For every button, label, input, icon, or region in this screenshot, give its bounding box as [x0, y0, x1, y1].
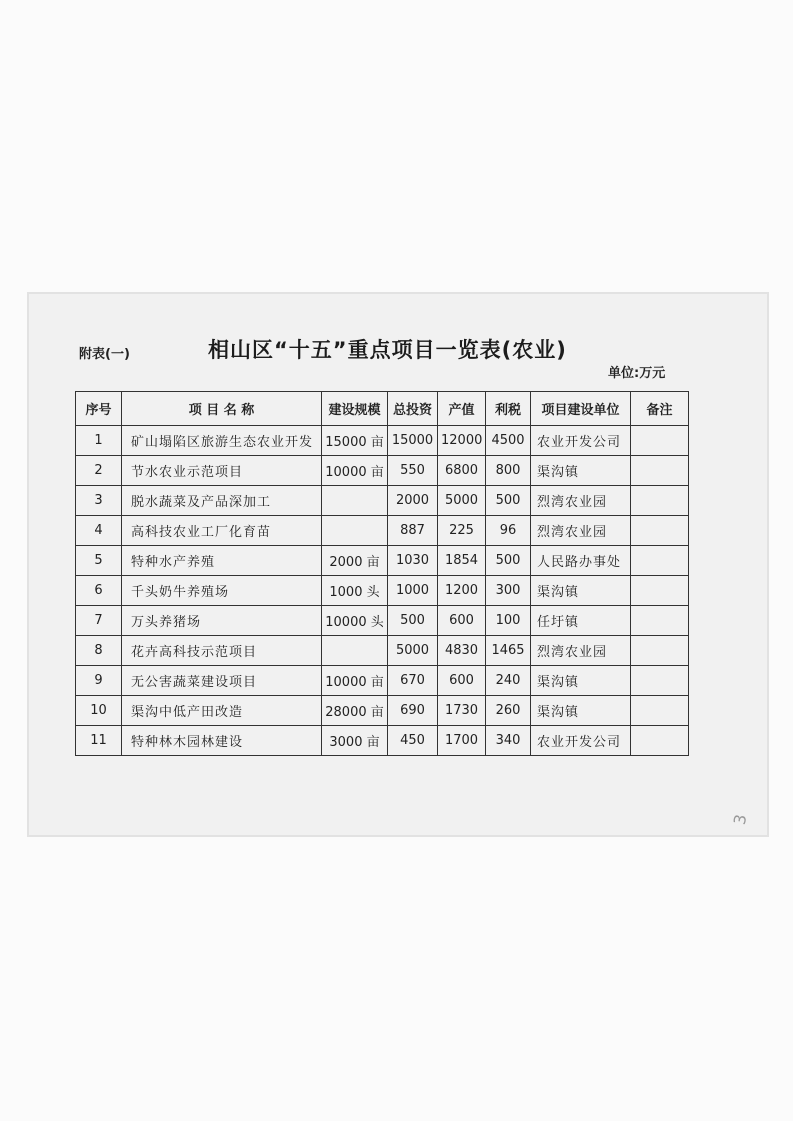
remarks [631, 426, 689, 456]
row-number: 3 [76, 486, 122, 516]
total-investment: 500 [388, 606, 438, 636]
total-investment: 690 [388, 696, 438, 726]
construction-scale: 2000 亩 [322, 546, 388, 576]
table-row [76, 486, 689, 516]
construction-scale: 15000 亩 [322, 426, 388, 456]
remarks [631, 696, 689, 726]
header-cell: 项目建设单位 [531, 392, 631, 426]
header-cell: 备注 [631, 392, 689, 426]
remarks [631, 486, 689, 516]
construction-unit: 渠沟镇 [531, 456, 631, 486]
project-name: 万头养猪场 [122, 606, 322, 636]
construction-scale: 3000 亩 [322, 726, 388, 756]
row-number: 9 [76, 666, 122, 696]
remarks [631, 666, 689, 696]
row-number: 8 [76, 636, 122, 666]
remarks [631, 516, 689, 546]
project-name: 花卉高科技示范项目 [122, 636, 322, 666]
row-number: 1 [76, 426, 122, 456]
profit-tax: 240 [486, 666, 531, 696]
total-investment: 550 [388, 456, 438, 486]
profit-tax: 500 [486, 546, 531, 576]
total-investment: 5000 [388, 636, 438, 666]
table-title: 相山区“十五”重点项目一览表(农业) [208, 338, 567, 362]
output-value: 225 [438, 516, 486, 546]
header-cell: 建设规模 [322, 392, 388, 426]
construction-scale: 10000 亩 [322, 666, 388, 696]
remarks [631, 606, 689, 636]
row-number: 11 [76, 726, 122, 756]
row-number: 7 [76, 606, 122, 636]
remarks [631, 576, 689, 606]
row-number: 4 [76, 516, 122, 546]
profit-tax: 4500 [486, 426, 531, 456]
construction-unit: 渠沟镇 [531, 696, 631, 726]
output-value: 1730 [438, 696, 486, 726]
total-investment: 1000 [388, 576, 438, 606]
profit-tax: 340 [486, 726, 531, 756]
attachment-label: 附表(一) [79, 347, 130, 362]
output-value: 600 [438, 666, 486, 696]
header-cell: 总投资 [388, 392, 438, 426]
table-row [76, 576, 689, 606]
project-name: 无公害蔬菜建设项目 [122, 666, 322, 696]
table-row [76, 726, 689, 756]
output-value: 5000 [438, 486, 486, 516]
profit-tax: 100 [486, 606, 531, 636]
construction-scale [322, 486, 388, 516]
construction-scale [322, 636, 388, 666]
output-value: 12000 [438, 426, 486, 456]
output-value: 1700 [438, 726, 486, 756]
output-value: 1200 [438, 576, 486, 606]
project-name: 千头奶牛养殖场 [122, 576, 322, 606]
construction-scale: 1000 头 [322, 576, 388, 606]
output-value: 4830 [438, 636, 486, 666]
project-name: 特种水产养殖 [122, 546, 322, 576]
construction-unit: 人民路办事处 [531, 546, 631, 576]
construction-scale: 28000 亩 [322, 696, 388, 726]
remarks [631, 726, 689, 756]
construction-unit: 烈湾农业园 [531, 486, 631, 516]
table-row [76, 666, 689, 696]
construction-scale: 10000 头 [322, 606, 388, 636]
project-name: 高科技农业工厂化育苗 [122, 516, 322, 546]
table-row [76, 426, 689, 456]
project-name: 矿山塌陷区旅游生态农业开发 [122, 426, 322, 456]
project-name: 脱水蔬菜及产品深加工 [122, 486, 322, 516]
construction-unit: 烈湾农业园 [531, 516, 631, 546]
header-cell: 项 目 名 称 [122, 392, 322, 426]
construction-unit: 农业开发公司 [531, 426, 631, 456]
remarks [631, 456, 689, 486]
construction-scale: 10000 亩 [322, 456, 388, 486]
construction-unit: 渠沟镇 [531, 576, 631, 606]
project-name: 特种林木园林建设 [122, 726, 322, 756]
row-number: 2 [76, 456, 122, 486]
construction-unit: 任圩镇 [531, 606, 631, 636]
table-row [76, 546, 689, 576]
profit-tax: 800 [486, 456, 531, 486]
construction-unit: 烈湾农业园 [531, 636, 631, 666]
profit-tax: 260 [486, 696, 531, 726]
projects-table [75, 391, 689, 756]
total-investment: 1030 [388, 546, 438, 576]
table-row [76, 636, 689, 666]
output-value: 6800 [438, 456, 486, 486]
construction-scale [322, 516, 388, 546]
total-investment: 2000 [388, 486, 438, 516]
profit-tax: 1465 [486, 636, 531, 666]
profit-tax: 300 [486, 576, 531, 606]
profit-tax: 500 [486, 486, 531, 516]
header-cell: 序号 [76, 392, 122, 426]
row-number: 6 [76, 576, 122, 606]
total-investment: 670 [388, 666, 438, 696]
table-row [76, 606, 689, 636]
header-cell: 利税 [486, 392, 531, 426]
total-investment: 450 [388, 726, 438, 756]
table-row [76, 456, 689, 486]
output-value: 600 [438, 606, 486, 636]
profit-tax: 96 [486, 516, 531, 546]
row-number: 5 [76, 546, 122, 576]
construction-unit: 渠沟镇 [531, 666, 631, 696]
page-number-mark: 3 [729, 812, 751, 827]
table-header-row [76, 392, 689, 426]
remarks [631, 546, 689, 576]
total-investment: 887 [388, 516, 438, 546]
output-value: 1854 [438, 546, 486, 576]
table-row [76, 516, 689, 546]
remarks [631, 636, 689, 666]
header-cell: 产值 [438, 392, 486, 426]
table-row [76, 696, 689, 726]
unit-label: 单位:万元 [608, 366, 666, 381]
project-name: 节水农业示范项目 [122, 456, 322, 486]
construction-unit: 农业开发公司 [531, 726, 631, 756]
total-investment: 15000 [388, 426, 438, 456]
row-number: 10 [76, 696, 122, 726]
project-name: 渠沟中低产田改造 [122, 696, 322, 726]
